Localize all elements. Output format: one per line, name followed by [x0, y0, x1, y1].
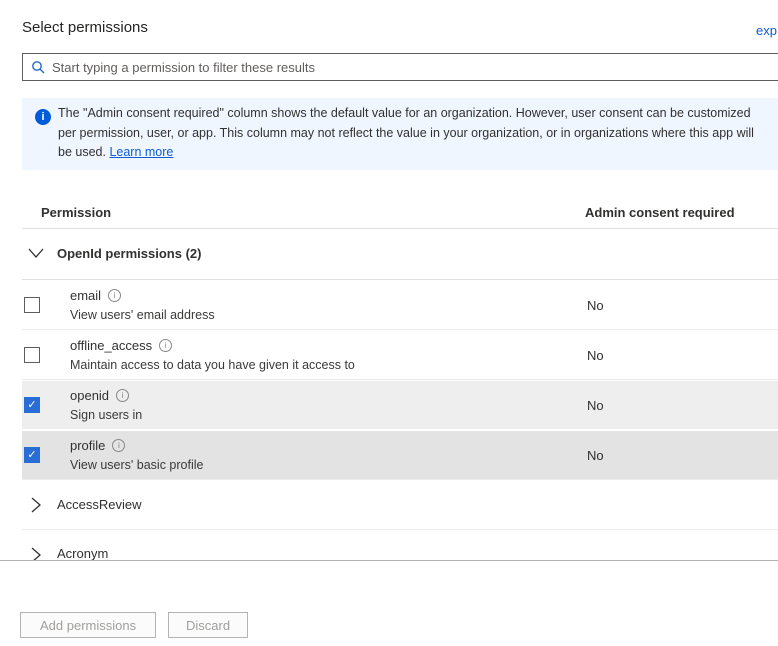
permission-description: View users' email address: [70, 308, 215, 322]
info-tooltip-icon[interactable]: [116, 389, 129, 402]
list-bottom-divider: [0, 560, 778, 561]
search-box[interactable]: [22, 53, 778, 81]
search-input[interactable]: [52, 60, 778, 75]
info-icon: [35, 109, 51, 125]
chevron-right-icon: [30, 497, 42, 513]
table-row-email[interactable]: [22, 281, 778, 330]
permission-name: email: [70, 288, 102, 303]
permission-description: Maintain access to data you have given it access to: [70, 358, 355, 372]
permission-description: View users' basic profile: [70, 458, 204, 472]
info-tooltip-icon[interactable]: [112, 439, 125, 452]
group-label: AccessReview: [57, 497, 142, 512]
chevron-right-icon: [30, 547, 42, 560]
openid-checkbox[interactable]: [24, 397, 40, 413]
column-header-admin-consent: Admin consent required: [585, 205, 735, 220]
info-tooltip-icon[interactable]: [108, 289, 121, 302]
learn-more-link[interactable]: Learn more: [109, 145, 174, 159]
admin-consent-value: No: [587, 348, 604, 363]
info-banner-text: [58, 104, 764, 163]
info-banner: [22, 98, 778, 170]
permission-name: profile: [70, 438, 106, 453]
table-row-openid[interactable]: [22, 381, 778, 430]
offline-access-checkbox[interactable]: [24, 347, 40, 363]
permission-name: openid: [70, 388, 110, 403]
info-banner-message: The "Admin consent required" column shows the default value for an organization. However, user consent can be customized per permission, user, or app. This column may not reflect the value in your organization, or in organizations where this app will be used.: [58, 106, 754, 159]
group-row-openid-permissions[interactable]: [22, 229, 778, 280]
admin-consent-value: No: [587, 448, 604, 463]
info-tooltip-icon[interactable]: [159, 339, 172, 352]
permission-description: Sign users in: [70, 408, 143, 422]
expand-all-link[interactable]: exp: [756, 23, 777, 38]
permission-name: offline_access: [70, 338, 153, 353]
column-header-permission: Permission: [41, 205, 112, 220]
add-permissions-button[interactable]: Add permissions: [20, 612, 156, 638]
group-row-accessreview[interactable]: [22, 481, 778, 530]
email-checkbox[interactable]: [24, 297, 40, 313]
table-row-profile[interactable]: [22, 431, 778, 480]
admin-consent-value: No: [587, 298, 604, 313]
chevron-down-icon: [28, 247, 44, 259]
admin-consent-value: No: [587, 398, 604, 413]
profile-checkbox[interactable]: [24, 447, 40, 463]
search-icon: [31, 60, 45, 74]
group-label: Acronym: [57, 546, 109, 560]
table-row-offline-access[interactable]: [22, 331, 778, 380]
group-label: OpenId permissions (2): [57, 246, 202, 261]
group-row-acronym[interactable]: [22, 531, 778, 560]
page-title: Select permissions: [22, 19, 148, 36]
discard-button[interactable]: Discard: [168, 612, 248, 638]
